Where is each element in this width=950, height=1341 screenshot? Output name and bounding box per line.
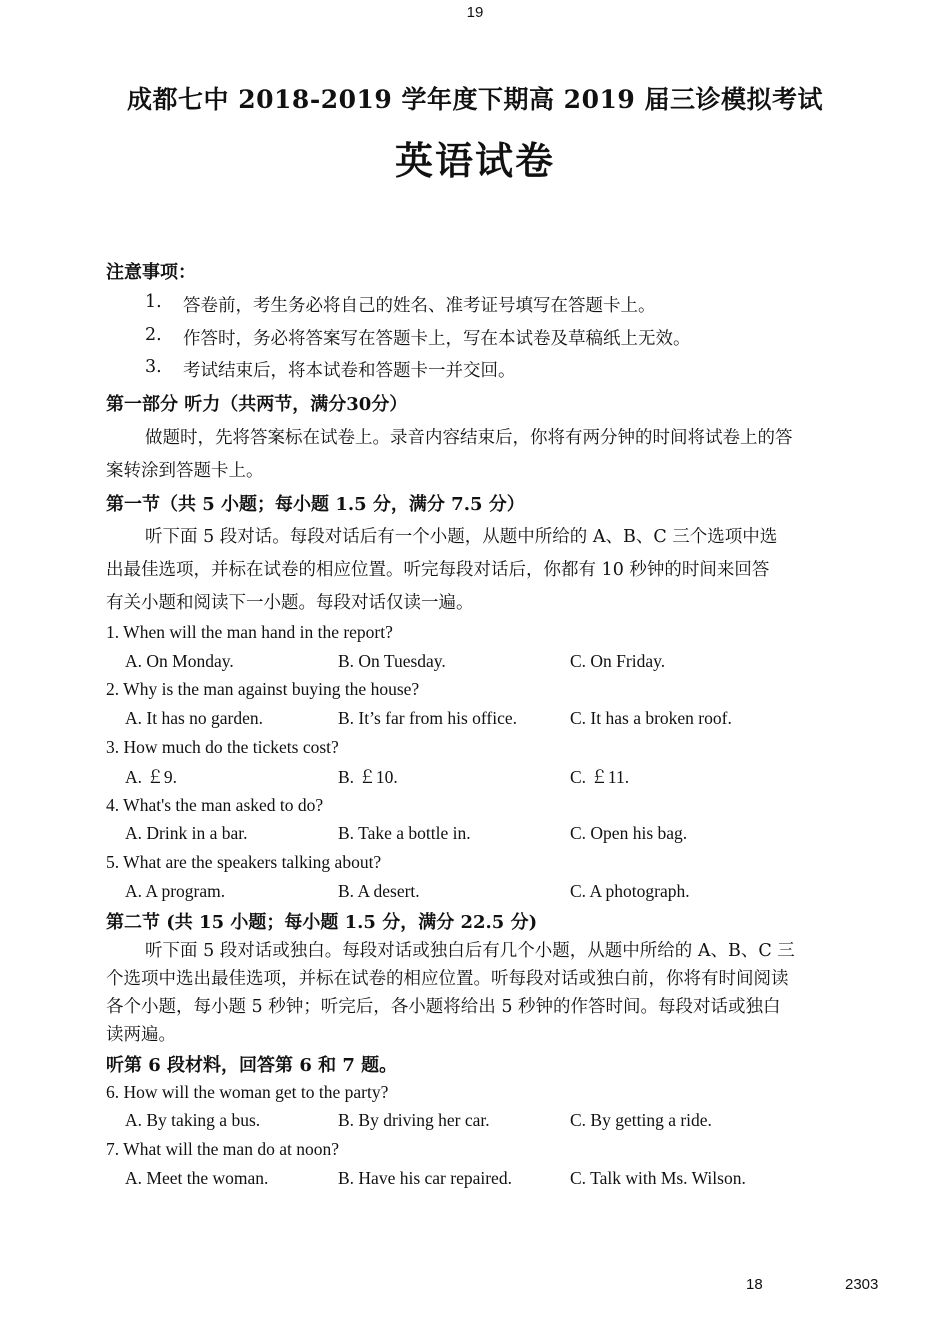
section2-intro-line-2: 个选项中选出最佳选项，并标在试卷的相应位置。听每段对话或独白前，你将有时间阅读 (106, 969, 789, 989)
question-2-option-c: C. It has a broken roof. (570, 708, 732, 728)
section1-intro-line-1: 听下面 5 段对话。每段对话后有一个小题，从题中所给的 A、B、C 三个选项中选 (145, 527, 778, 547)
part1-heading: 第一部分 听力（共两节，满分30分） (106, 394, 408, 415)
part1-intro-line-1: 做题时，先将答案标在试卷上。录音内容结束后，你将有两分钟的时间将试卷上的答 (145, 428, 793, 448)
footer-code: 2303 (845, 1276, 879, 1293)
question-2: 2. Why is the man against buying the house? (106, 679, 420, 699)
question-4-option-a: A. Drink in a bar. (125, 823, 248, 843)
paper-subject-title: 英语试卷 (394, 138, 555, 183)
section1-intro-line-2: 出最佳选项，并标在试卷的相应位置。听完每段对话后，你都有 10 秒钟的时间来回答 (106, 560, 770, 580)
question-4-option-b: B. Take a bottle in. (338, 823, 471, 843)
question-2-option-a: A. It has no garden. (125, 708, 264, 728)
question-3-option-b: B. ￡10. (338, 767, 398, 787)
question-6-option-a: A. By taking a bus. (125, 1110, 261, 1130)
question-5-option-a: A. A program. (125, 881, 226, 901)
question-1: 1. When will the man hand in the report? (106, 622, 393, 642)
question-4-option-c: C. Open his bag. (570, 823, 688, 843)
section2-intro-line-3: 各个小题，每小题 5 秒钟；听完后，各小题将给出 5 秒钟的作答时间。每段对话或独白 (106, 997, 781, 1017)
question-3: 3. How much do the tickets cost? (106, 737, 339, 757)
question-1-option-a: A. On Monday. (125, 651, 234, 671)
question-3-option-a: A. ￡9. (125, 767, 178, 787)
question-7: 7. What will the man do at noon? (106, 1139, 339, 1159)
section2-intro-line-1: 听下面 5 段对话或独白。每段对话或独白后有几个小题，从题中所给的 A、B、C 三 (145, 941, 795, 961)
question-6-option-b: B. By driving her car. (338, 1110, 490, 1130)
notice-item-1-num: 1. (145, 292, 162, 312)
question-4: 4. What's the man asked to do? (106, 795, 324, 815)
section2-heading: 第二节 (共 15 小题；每小题 1.5 分，满分 22.5 分) (106, 912, 538, 933)
question-5: 5. What are the speakers talking about? (106, 852, 382, 872)
notice-item-1-text: 答卷前，考生务必将自己的姓名、准考证号填写在答题卡上。 (183, 296, 656, 316)
section1-intro-line-3: 有关小题和阅读下一小题。每段对话仅读一遍。 (106, 593, 474, 613)
question-2-option-b: B. It’s far from his office. (338, 708, 518, 728)
notice-item-3-text: 考试结束后，将本试卷和答题卡一并交回。 (183, 361, 516, 381)
question-3-option-c: C. ￡11. (570, 767, 630, 787)
footer-page-number: 18 (746, 1276, 763, 1293)
section2-intro-line-4: 读两遍。 (106, 1025, 176, 1045)
section1-heading: 第一节（共 5 小题；每小题 1.5 分，满分 7.5 分） (106, 494, 525, 515)
question-1-option-c: C. On Friday. (570, 651, 666, 671)
question-1-option-b: B. On Tuesday. (338, 651, 446, 671)
material-heading: 听第 6 段材料，回答第 6 和 7 题。 (106, 1055, 398, 1076)
question-7-option-c: C. Talk with Ms. Wilson. (570, 1168, 746, 1188)
exam-title: 成都七中 2018-2019 学年度下期高 2019 届三诊模拟考试 (127, 85, 823, 114)
top-page-number: 19 (466, 4, 484, 21)
notice-item-2-text: 作答时，务必将答案写在答题卡上，写在本试卷及草稿纸上无效。 (183, 329, 691, 349)
question-7-option-b: B. Have his car repaired. (338, 1168, 512, 1188)
question-5-option-c: C. A photograph. (570, 881, 690, 901)
notice-item-2-num: 2. (145, 325, 162, 345)
part1-intro-line-2: 案转涂到答题卡上。 (106, 461, 264, 481)
notice-heading: 注意事项： (106, 262, 196, 283)
notice-item-3-num: 3. (145, 357, 162, 377)
question-7-option-a: A. Meet the woman. (125, 1168, 269, 1188)
question-5-option-b: B. A desert. (338, 881, 420, 901)
question-6: 6. How will the woman get to the party? (106, 1082, 389, 1102)
question-6-option-c: C. By getting a ride. (570, 1110, 712, 1130)
